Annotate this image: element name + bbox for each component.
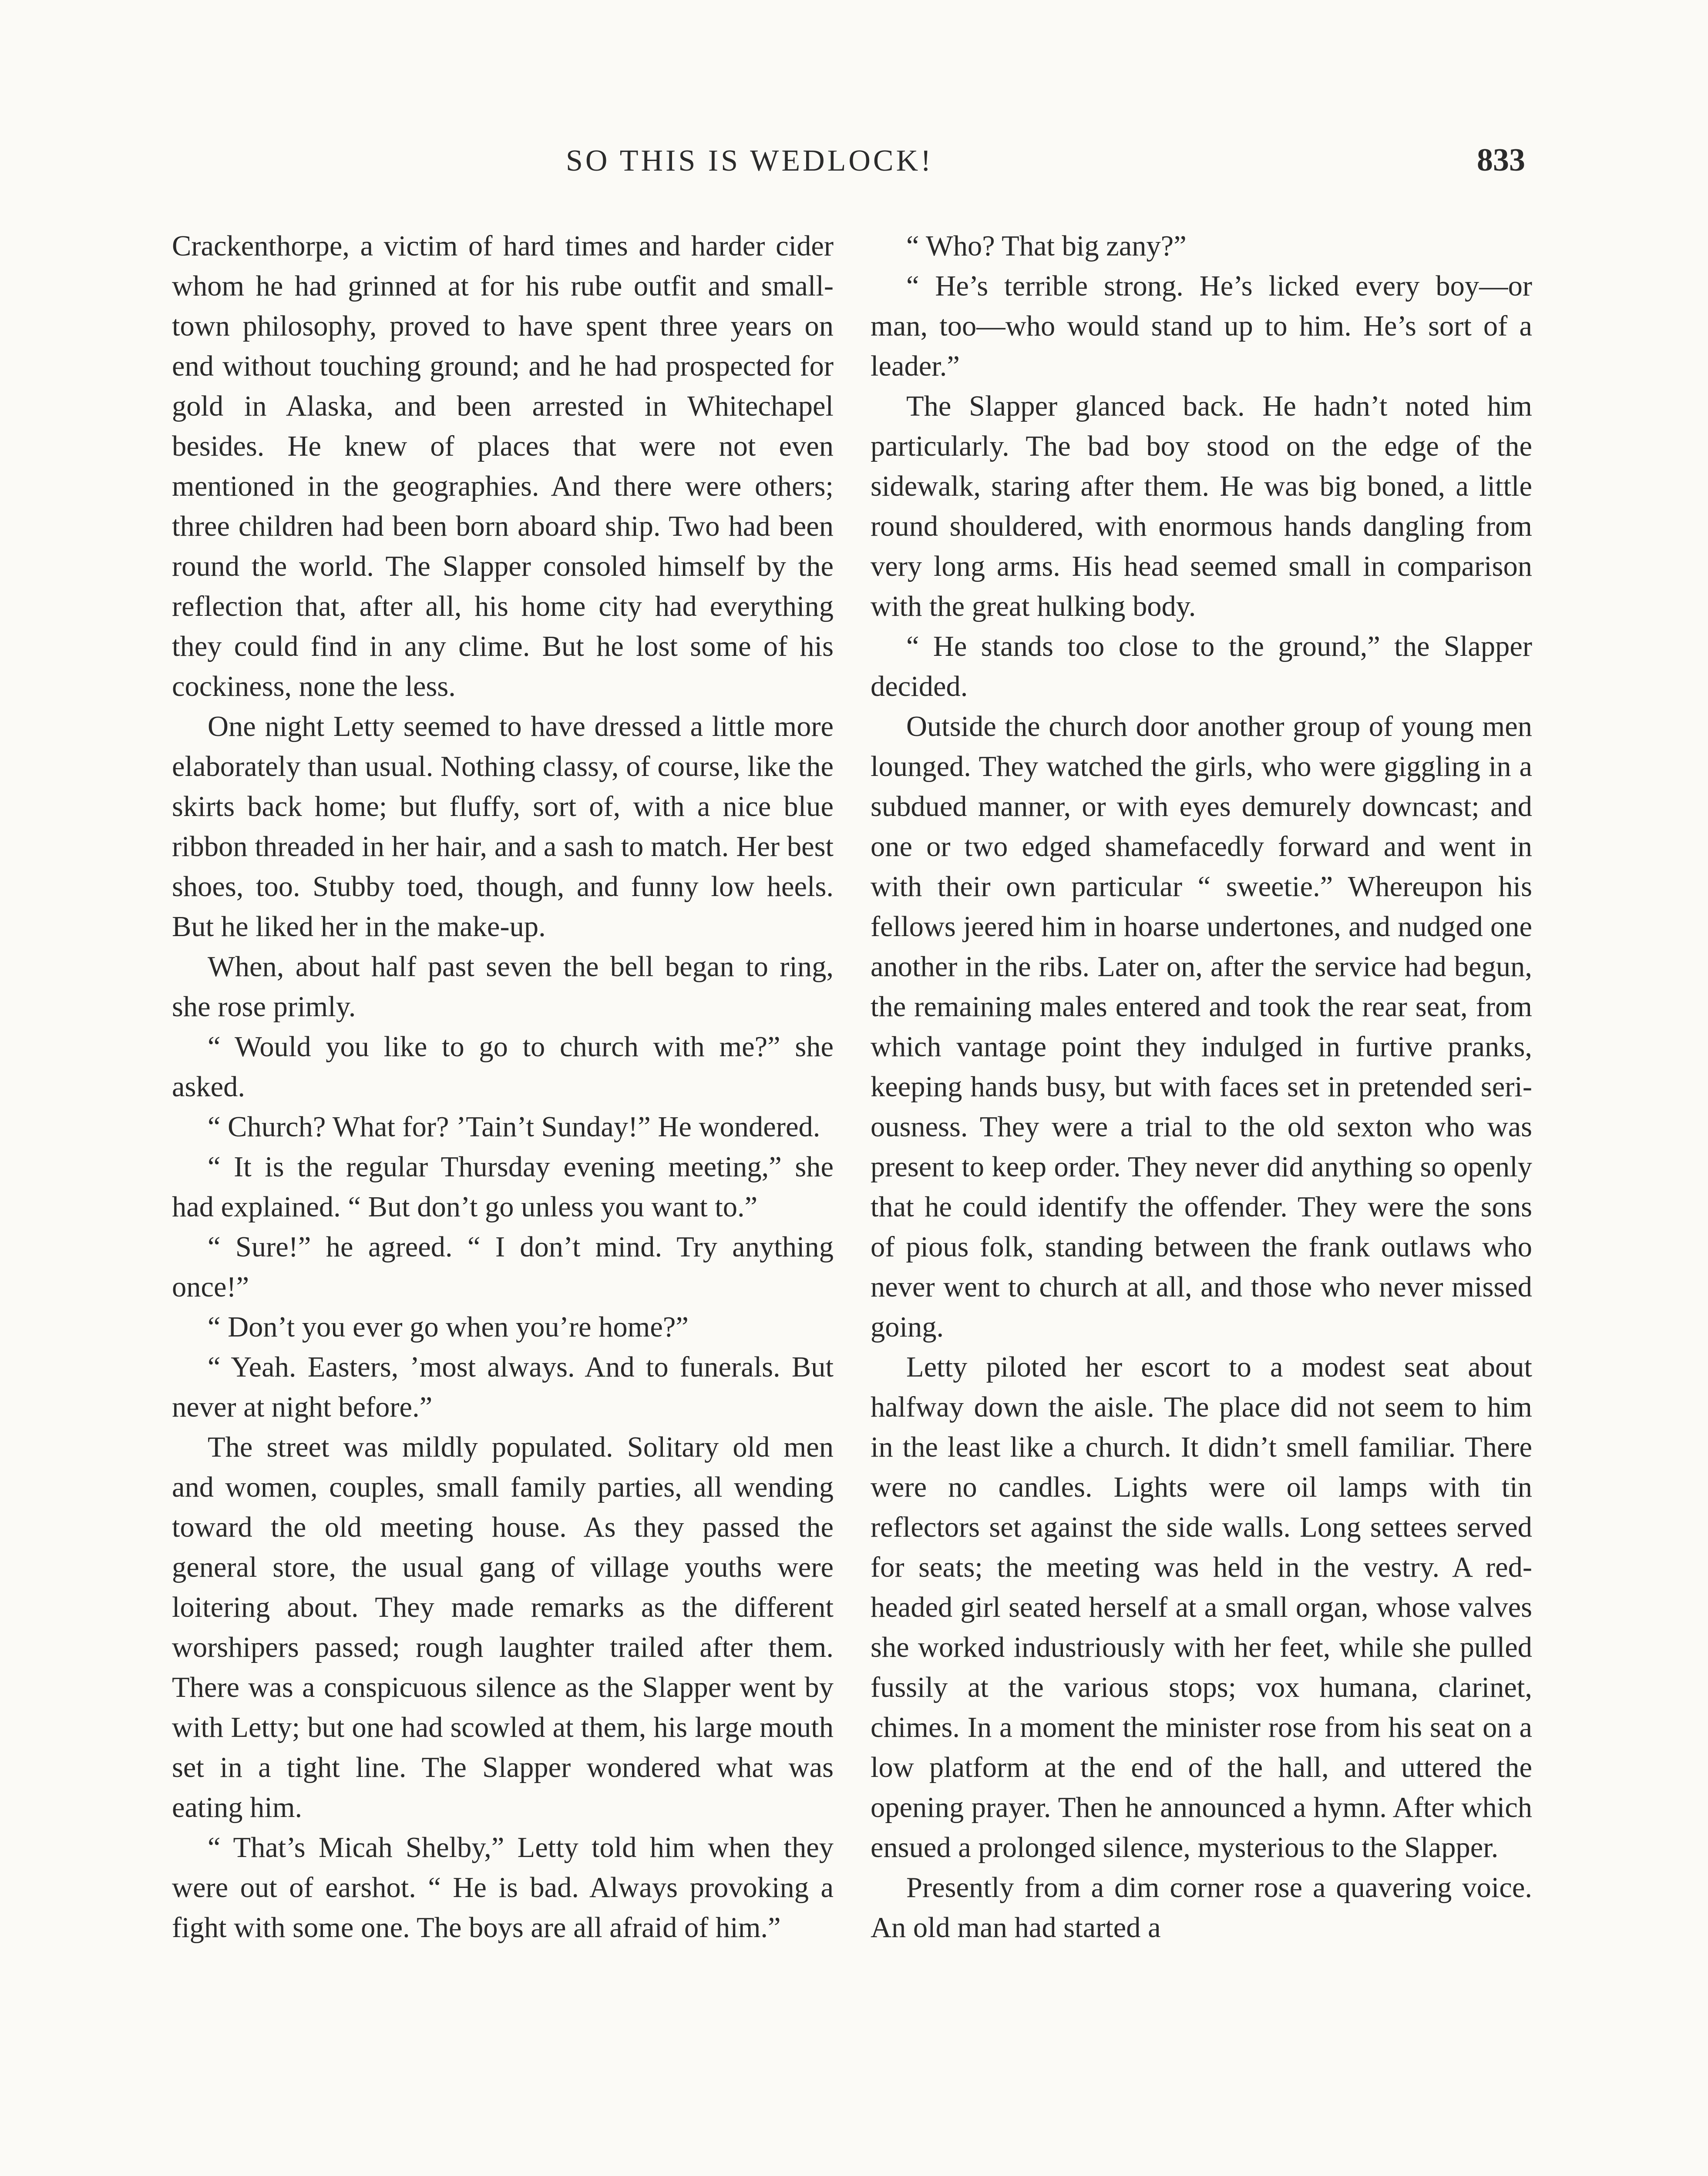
- paragraph: Presently from a dim corner rose a quavering voice. An old man had started a: [871, 1872, 1532, 1944]
- paragraph: “ He stands too close to the ground,” the Slapper decided.: [871, 631, 1532, 702]
- paragraph: “ Who? That big zany?”: [906, 230, 1187, 262]
- right-column: [871, 226, 1532, 1948]
- paragraph: The Slapper glanced back. He hadn’t noted him particularly. The bad boy stood on the edge of the sidewalk, staring after them. He was big boned, a little round shouldered, with enormous hands dangling from very long arms. His head seemed small in comparison with the great hulking body.: [871, 390, 1532, 622]
- page-number: 833: [1477, 142, 1525, 178]
- paragraph: “ That’s Micah Shelby,” Letty told him when they were out of earshot. “ He is bad. Always provoking a fight with some one. The boys are all afraid of him.”: [172, 1832, 834, 1944]
- paragraph: “ Would you like to go to church with me?” she asked.: [172, 1031, 834, 1103]
- paragraph: The street was mildly populated. Solitary old men and women, couples, small family parties, all wending toward the old meeting house. As they passed the general store, the usual gang of village youths were loitering about. They made remarks as the different worshipers passed; rough laughter trailed after them. There was a conspicuous silence as the Slapper went by with Letty; but one had scowled at them, his large mouth set in a tight line. The Slapper wondered what was eating him.: [172, 1431, 834, 1823]
- paragraph: “ Don’t you ever go when you’re home?”: [208, 1311, 689, 1343]
- paragraph: Letty piloted her escort to a modest seat about halfway down the aisle. The place did not seem to him in the least like a church. It didn’t smell familiar. There were no candles. Lights were oil lamps with tin reflectors set against the side walls. Long settees served for seats; the meeting was held in the vestry. A red-headed girl seated herself at a small organ, whose valves she worked industriously with her feet, while she pulled fussily at the various stops; vox humana, clarinet, chimes. In a moment the minister rose from his seat on a low platform at the end of the hall, and uttered the opening prayer. Then he announced a hymn. After which ensued a prolonged silence, mysterious to the Slapper.: [871, 1351, 1532, 1864]
- paragraph: “ It is the regular Thursday evening meeting,” she had explained. “ But don’t go unless you want to.”: [172, 1151, 834, 1223]
- running-title: SO THIS IS WEDLOCK!: [566, 144, 934, 178]
- paragraph: Outside the church door another group of young men lounged. They watched the girls, who were giggling in a subdued manner, or with eyes demurely downcast; and one or two edged shamefacedly forward and went in with their own particular “ sweetie.” Whereupon his fellows jeered him in hoarse undertones, and nudged one another in the ribs. Later on, after the service had begun, the remaining males entered and took the rear seat, from which vantage point they indulged in furtive pranks, keeping hands busy, but with faces set in pretended seriousness. They were a trial to the old sexton who was present to keep order. They never did anything so openly that he could identify the offender. They were the sons of pious folk, standing between the frank outlaws who never went to church at all, and those who never missed going.: [871, 711, 1532, 1343]
- paragraph: One night Letty seemed to have dressed a little more elaborately than usual. Nothing classy, of course, like the skirts back home; but fluffy, sort of, with a nice blue ribbon threaded in her hair, and a sash to match. Her best shoes, too. Stubby toed, though, and funny low heels. But he liked her in the make-up.: [172, 711, 834, 943]
- paragraph: “ Church? What for? ’Tain’t Sunday!” He wondered.: [208, 1111, 820, 1143]
- paragraph: “ He’s terrible strong. He’s licked every boy—or man, too—who would stand up to him. He’s sort of a leader.”: [871, 270, 1532, 382]
- paragraph: When, about half past seven the bell began to ring, she rose primly.: [172, 951, 834, 1023]
- paragraph: Crackenthorpe, a victim of hard times and harder cider whom he had grinned at for his rube outfit and small-town philosophy, proved to have spent three years on end without touching ground; and he had prospected for gold in Alaska, and been arrested in Whitechapel besides. He knew of places that were not even mentioned in the geographies. And there were others; three children had been born aboard ship. Two had been round the world. The Slapper consoled himself by the reflection that, after all, his home city had everything they could find in any clime. But he lost some of his cockiness, none the less.: [172, 230, 834, 702]
- paragraph: “ Yeah. Easters, ’most always. And to funerals. But never at night before.”: [172, 1351, 834, 1423]
- left-column: [172, 226, 834, 1948]
- paragraph: “ Sure!” he agreed. “ I don’t mind. Try anything once!”: [172, 1231, 834, 1303]
